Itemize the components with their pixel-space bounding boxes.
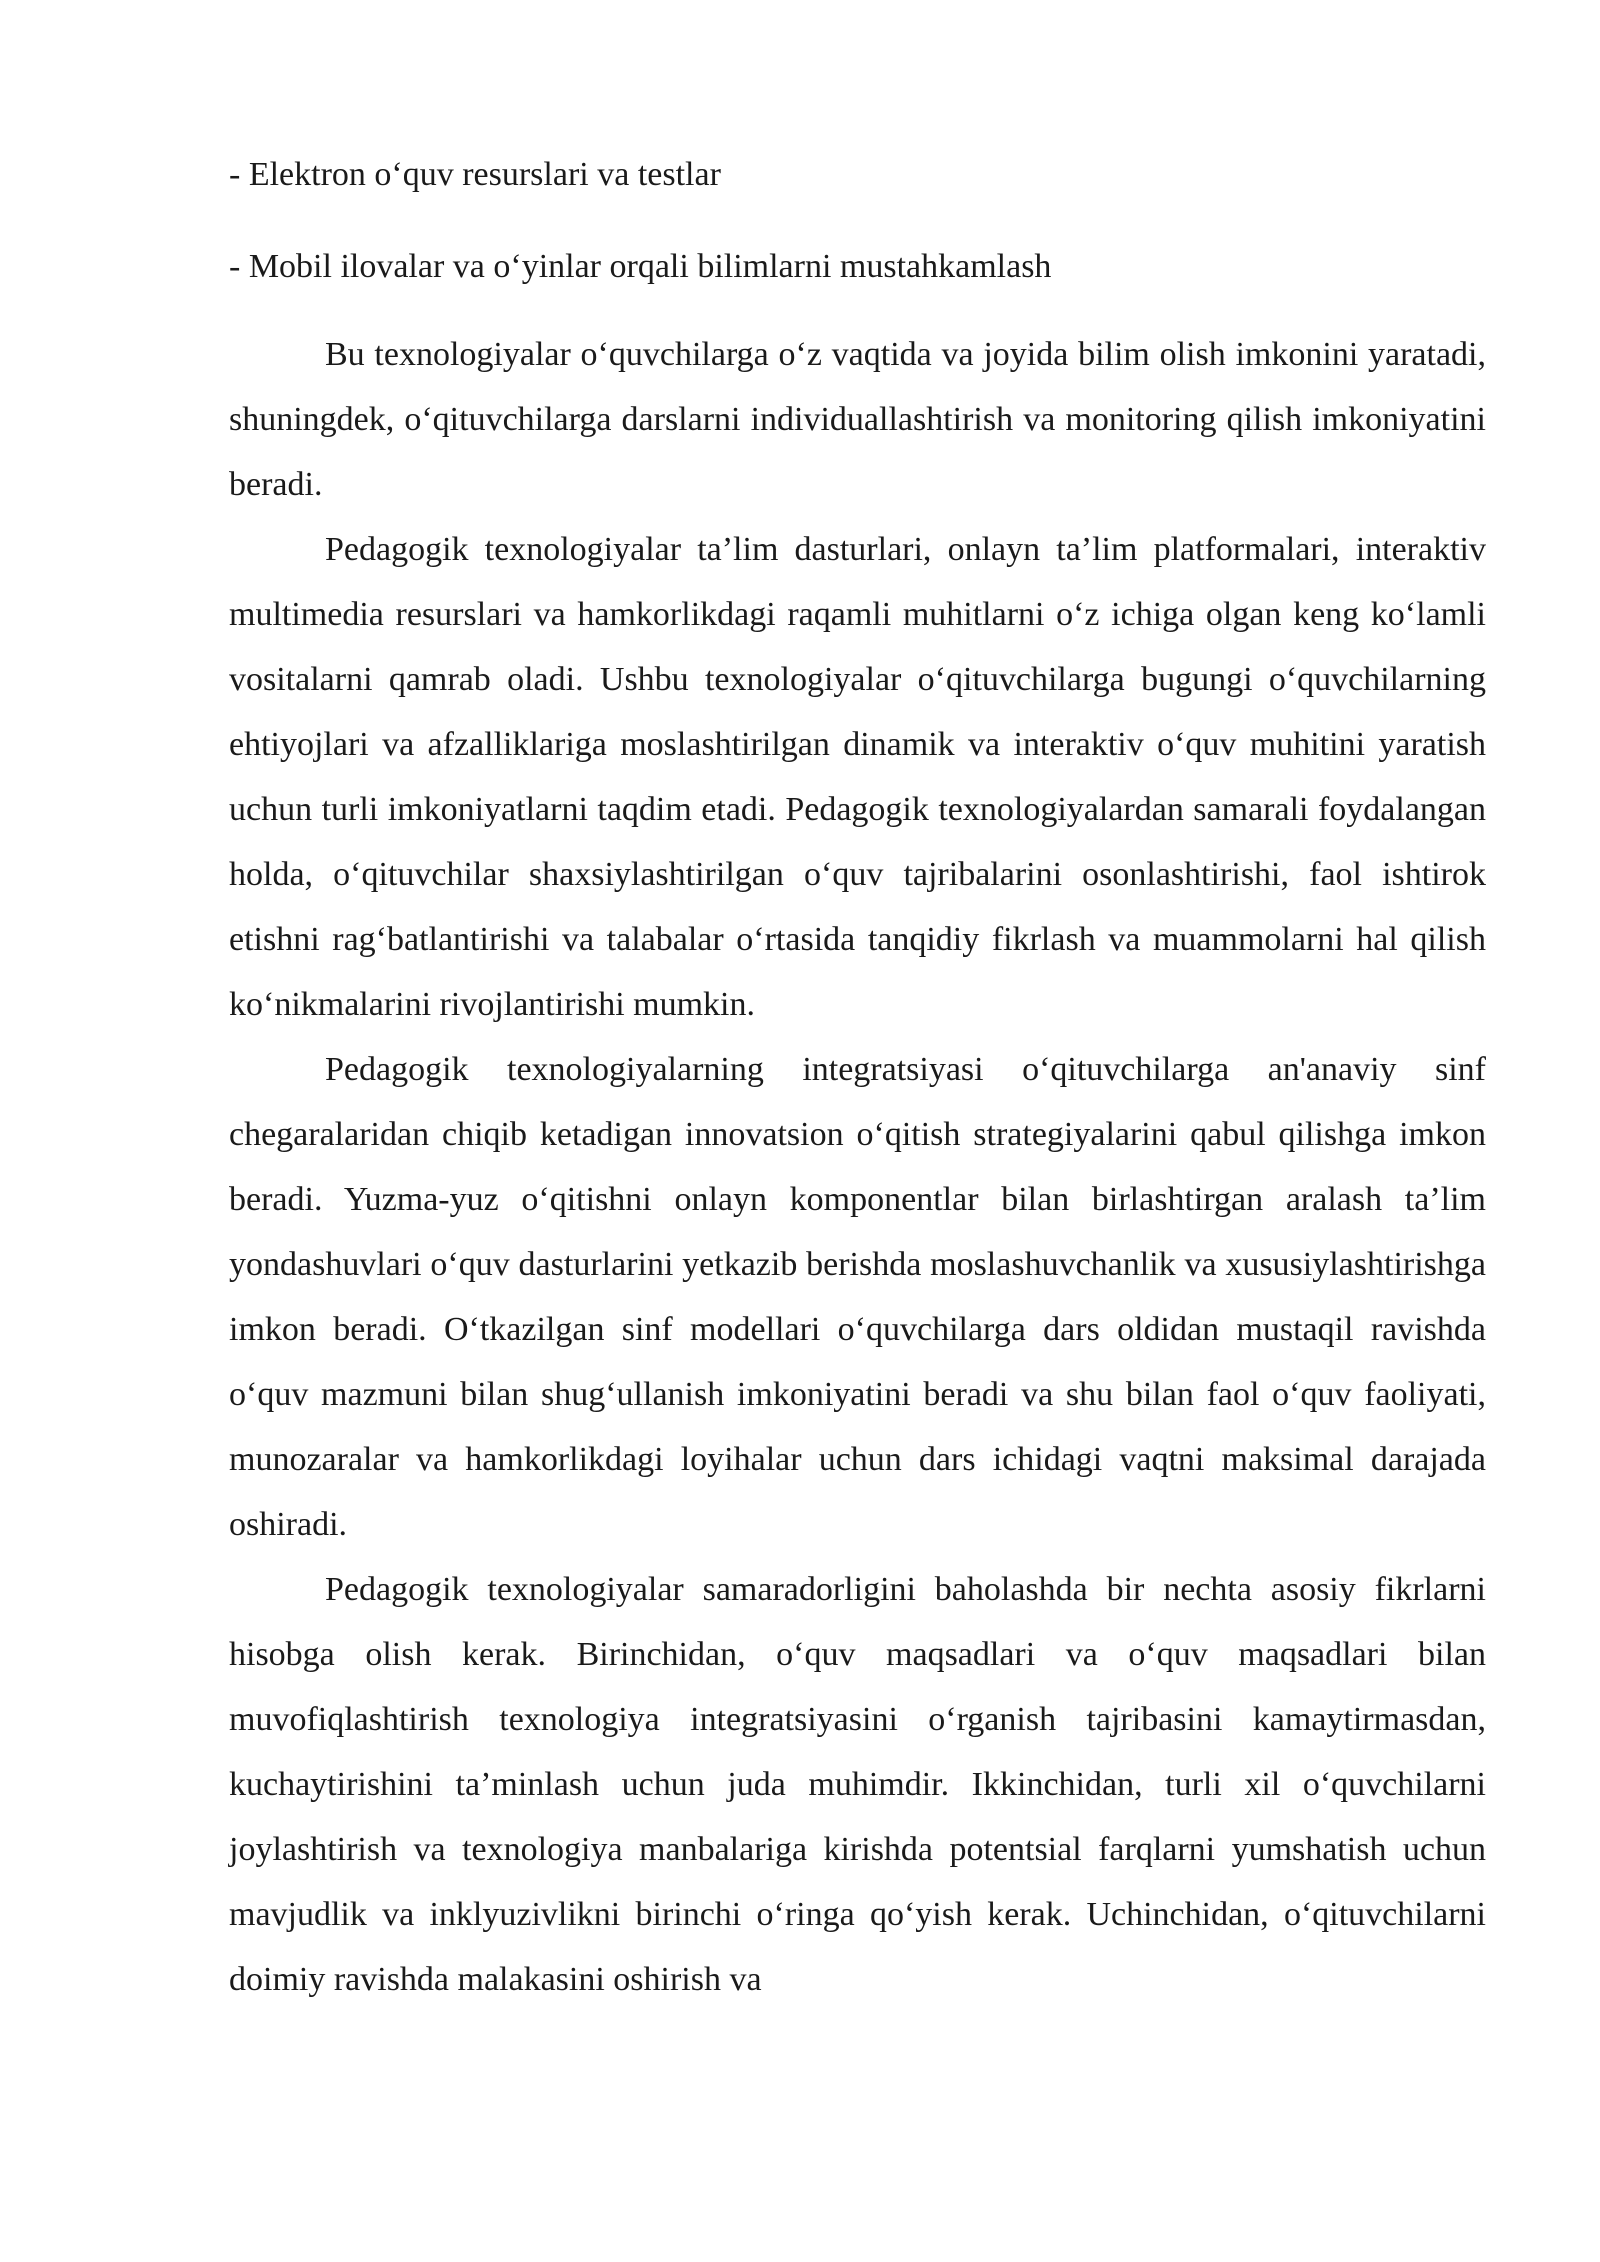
paragraph: Pedagogik texnologiyalar samaradorligini baholashda bir nechta asosiy fikrlarni hisobga olish kerak. Birinchidan, o‘quv maqsadlari va o‘quv maqsadlari bilan muvofiqlashtirish texnologiya integratsiyasini o‘rganish tajribasini kamaytirmasdan, kuchaytirishini ta’minlash uchun juda muhimdir. Ikkinchidan, turli xil o‘quvchilarni joylashtirish va texnologiya manbalariga kirishda potentsial farqlarni yumshatish uchun mavjudlik va inklyuzivlikni birinchi o‘ringa qo‘yish kerak. Uchinchidan, o‘qituvchilarni doimiy ravishda malakasini oshirish va (229, 1571, 1486, 1998)
paragraph: Bu texnologiyalar o‘quvchilarga o‘z vaqtida va joyida bilim olish imkonini yaratadi, shuningdek, o‘qituvchilarga darslarni individuallashtirish va monitoring qilish imkoniyatini beradi. (229, 336, 1486, 503)
paragraph: Pedagogik texnologiyalarning integratsiyasi o‘qituvchilarga an'anaviy sinf chegaralaridan chiqib ketadigan innovatsion o‘qitish strategiyalarini qabul qilishga imkon beradi. Yuzma-yuz o‘qitishni onlayn komponentlar bilan birlashtirgan aralash ta’lim yondashuvlari o‘quv dasturlarini yetkazib berishda moslashuvchanlik va xususiylashtirishga imkon beradi. O‘tkazilgan sinf modellari o‘quvchilarga dars oldidan mustaqil ravishda o‘quv mazmuni bilan shug‘ullanish imkoniyatini beradi va shu bilan faol o‘quv faoliyati, munozaralar va hamkorlikdagi loyihalar uchun dars ichidagi vaqtni maksimal darajada oshiradi. (229, 1051, 1486, 1543)
document-page (229, 150, 1486, 2012)
paragraph: Pedagogik texnologiyalar ta’lim dasturlari, onlayn ta’lim platformalari, interaktiv multimedia resurslari va hamkorlikdagi raqamli muhitlarni o‘z ichiga olgan keng ko‘lamli vositalarni qamrab oladi. Ushbu texnologiyalar o‘qituvchilarga bugungi o‘quvchilarning ehtiyojlari va afzalliklariga moslashtirilgan dinamik va interaktiv o‘quv muhitini yaratish uchun turli imkoniyatlarni taqdim etadi. Pedagogik texnologiyalardan samarali foydalangan holda, o‘qituvchilar shaxsiylashtirilgan o‘quv tajribalarini osonlashtirishi, faol ishtirok etishni rag‘batlantirishi va talabalar o‘rtasida tanqidiy fikrlash va muammolarni hal qilish ko‘nikmalarini rivojlantirishi mumkin. (229, 531, 1486, 1023)
bullet-item: - Elektron o‘quv resurslari va testlar (229, 156, 721, 193)
bullet-item: - Mobil ilovalar va o‘yinlar orqali bilimlarni mustahkamlash (229, 248, 1052, 285)
